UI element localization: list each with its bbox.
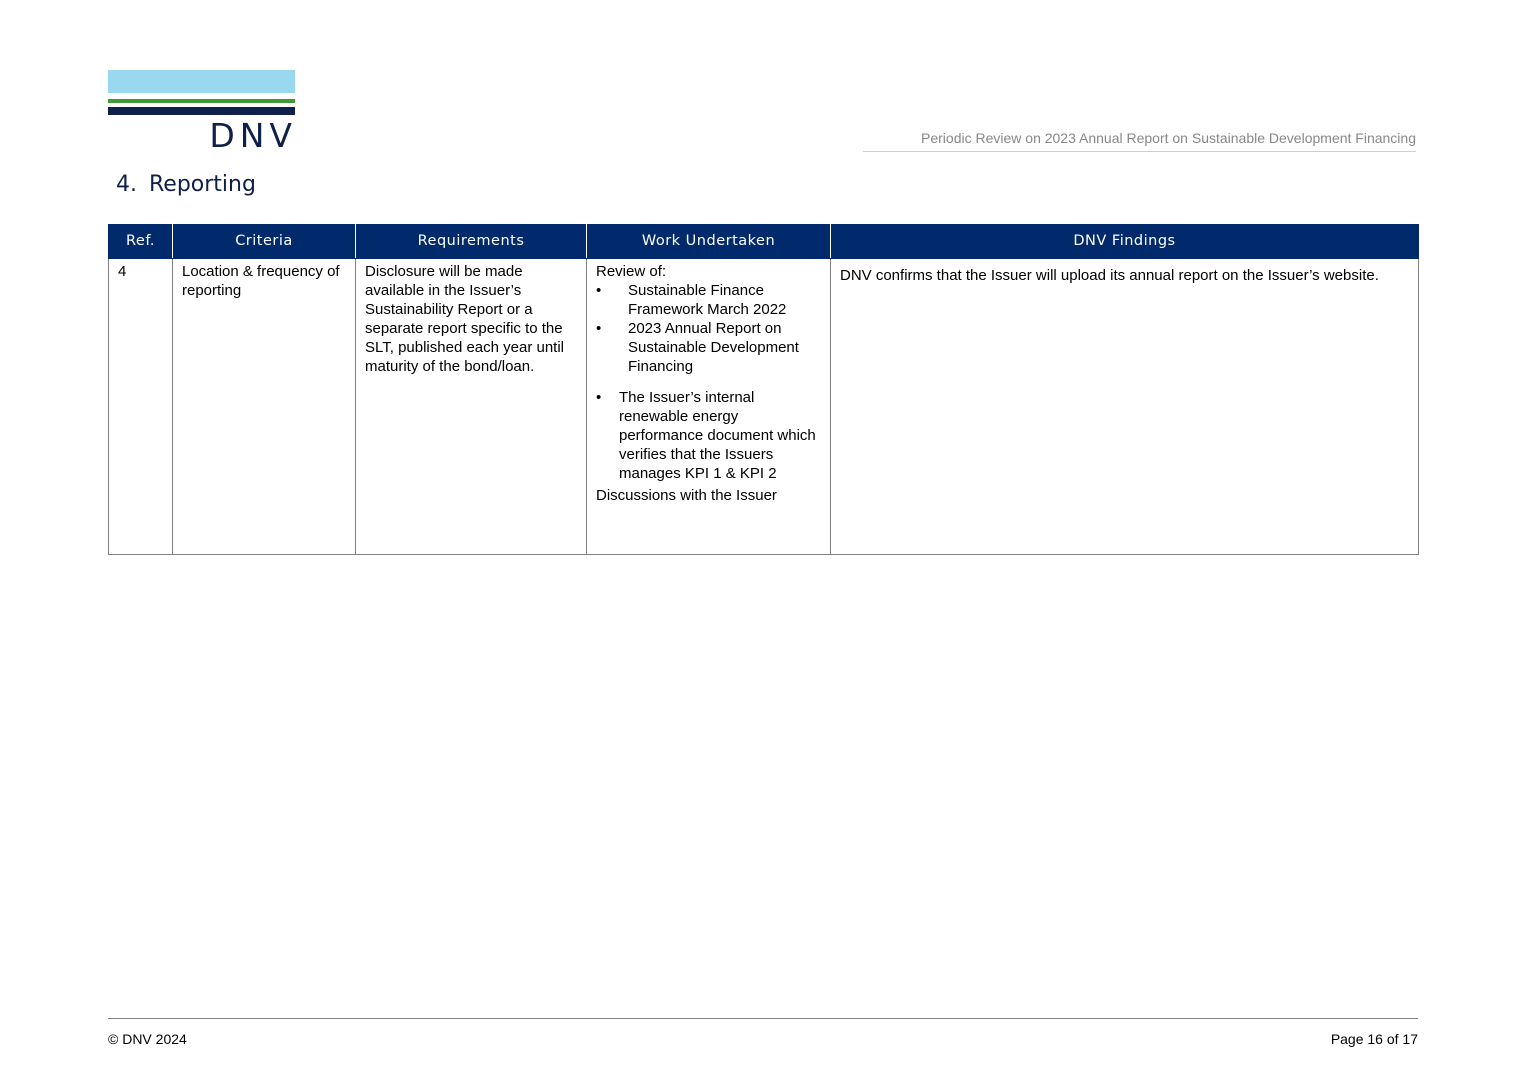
cell-ref: 4 — [109, 259, 173, 555]
column-header-ref: Ref. — [109, 225, 173, 259]
cell-criteria: Location & frequency of reporting — [173, 259, 356, 555]
logo-green-bar — [108, 99, 295, 103]
list-item: • Sustainable Finance Framework March 2022 — [596, 281, 821, 319]
work-intro: Review of: — [596, 263, 667, 280]
logo-light-blue-bar — [108, 70, 295, 93]
footer-rule — [108, 1018, 1418, 1019]
list-item: • 2023 Annual Report on Sustainable Development Financing — [596, 319, 821, 376]
footer-copyright: © DNV 2024 — [108, 1031, 187, 1047]
section-title — [116, 172, 256, 197]
running-header-title: Periodic Review on 2023 Annual Report on Sustainable Development Financing — [921, 130, 1416, 146]
section-heading: Reporting — [149, 172, 256, 197]
table-row — [109, 259, 1419, 555]
work-list — [596, 281, 821, 376]
work-tail: Discussions with the Issuer — [596, 487, 777, 504]
footer-page-number: Page 16 of 17 — [1330, 1031, 1418, 1047]
column-header-work-undertaken: Work Undertaken — [587, 225, 831, 259]
dnv-logo — [108, 70, 297, 155]
running-header-rule — [863, 151, 1416, 152]
work-list-secondary — [596, 388, 821, 483]
table-header-row — [109, 225, 1419, 259]
cell-work-undertaken — [587, 259, 831, 555]
column-header-criteria: Criteria — [173, 225, 356, 259]
reporting-table — [108, 224, 1419, 555]
column-header-dnv-findings: DNV Findings — [831, 225, 1419, 259]
logo-navy-bar — [108, 107, 295, 115]
cell-requirements: Disclosure will be made available in the Issuer’s Sustainability Report or a separate report specific to the SLT, published each year until maturity of the bond/loan. — [356, 259, 587, 555]
section-number: 4. — [116, 172, 137, 197]
list-item: • The Issuer’s internal renewable energy performance document which verifies that the Issuers manages KPI 1 & KPI 2 — [596, 388, 821, 483]
logo-wordmark: DNV — [209, 116, 297, 155]
column-header-requirements: Requirements — [356, 225, 587, 259]
cell-dnv-findings: DNV confirms that the Issuer will upload its annual report on the Issuer’s website. — [831, 259, 1419, 555]
